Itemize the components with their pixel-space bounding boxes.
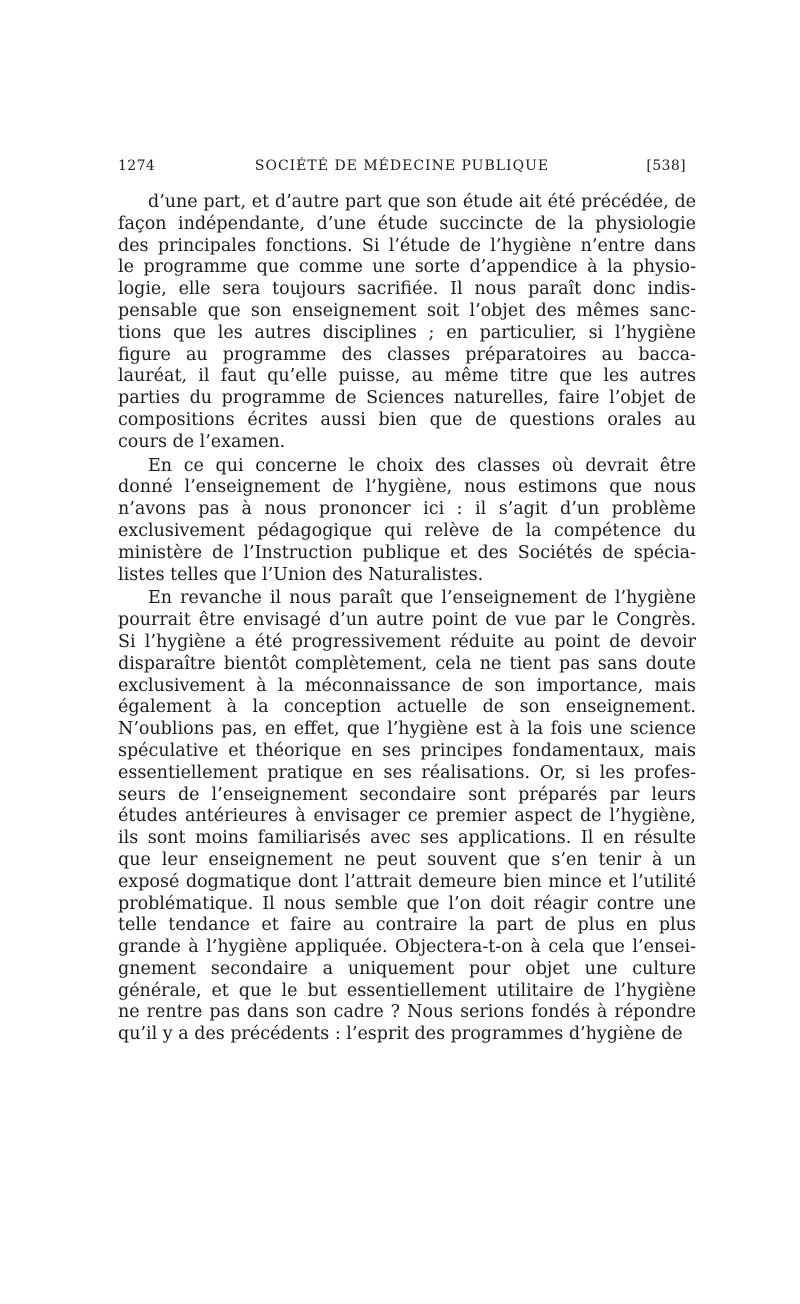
text-line: logie, elle sera toujours sacrifiée. Il nous paraît donc indis- (118, 279, 696, 300)
text-line: En ce qui concerne le choix des classes où devrait être (148, 455, 696, 476)
text-line: que leur enseignement ne peut souvent que s’en tenir à un (118, 849, 696, 870)
text-line: figure au programme des classes préparatoires au bacca- (118, 344, 696, 365)
text-line: compositions écrites aussi bien que de questions orales au (118, 409, 696, 430)
text-line: tions que les autres disciplines ; en particulier, si l’hygiène (118, 322, 696, 343)
text-line: pensable que son enseignement soit l’objet des mêmes sanc- (118, 300, 696, 321)
text-line: donné l’enseignement de l’hygiène, nous estimons que nous (118, 477, 696, 498)
text-line: telle tendance et faire au contraire la part de plus en plus (118, 915, 696, 936)
text-line: façon indépendante, d’une étude succincte de la physiologie (118, 213, 696, 234)
text-line: N’oublions pas, en effet, que l’hygiène est à la fois une science (118, 719, 696, 740)
text-line: pourrait être envisagé d’un autre point de vue par le Congrès. (118, 610, 696, 631)
paragraph (118, 588, 696, 1046)
paragraph (118, 192, 696, 454)
text-line: grande à l’hygiène appliquée. Objectera-t-on à cela que l’ensei- (118, 937, 696, 958)
text-line: parties du programme de Sciences naturelles, faire l’objet de (118, 388, 696, 409)
text-line: exposé dogmatique dont l’attrait demeure bien mince et l’utilité (118, 871, 696, 892)
text-line: ne rentre pas dans son cadre ? Nous serions fondés à répondre (118, 1002, 696, 1023)
text-line: gnement secondaire a uniquement pour objet une culture (118, 958, 696, 979)
text-line: exclusivement à la méconnaissance de son importance, mais (118, 675, 696, 696)
running-title: SOCIÉTÉ DE MÉDECINE PUBLIQUE (254, 158, 550, 174)
body-text (118, 192, 696, 1046)
text-line: ils sont moins familiarisés avec ses applications. Il en résulte (118, 828, 696, 849)
page-header (118, 158, 686, 182)
text-line: essentiellement pratique en ses réalisations. Or, si les profes- (118, 762, 696, 783)
text-line: n’avons pas à nous prononcer ici : il s’agit d’un problème (118, 499, 696, 520)
text-line: le programme que comme une sorte d’appendice à la physio- (118, 257, 696, 278)
text-line: En revanche il nous paraît que l’enseignement de l’hygiène (148, 588, 696, 609)
text-line: également à la conception actuelle de son enseignement. (118, 697, 696, 718)
text-line: exclusivement pédagogique qui relève de la compétence du (118, 520, 696, 541)
paragraph (118, 456, 696, 587)
text-line: Si l’hygiène a été progressivement réduite au point de devoir (118, 631, 696, 652)
text-line: seurs de l’enseignement secondaire sont préparés par leurs (118, 784, 696, 805)
text-line: listes telles que l’Union des Naturalistes. (118, 564, 484, 585)
text-line: études antérieures à envisager ce premier aspect de l’hygiène, (118, 806, 696, 827)
text-line: d’une part, et d’autre part que son étude ait été précédée, de (148, 192, 696, 212)
page-number: 1274 (118, 158, 156, 174)
text-line: qu’il y a des précédents : l’esprit des programmes d’hygiène de (118, 1024, 683, 1045)
text-line: problématique. Il nous semble que l’on doit réagir contre une (118, 893, 696, 914)
section-number: [538] (646, 158, 686, 174)
text-line: des principales fonctions. Si l’étude de l’hygiène n’entre dans (118, 235, 696, 256)
text-line: cours de l’examen. (118, 431, 286, 452)
text-line: disparaître bientôt complètement, cela ne tient pas sans doute (118, 653, 696, 674)
text-line: ministère de l’Instruction publique et des Sociétés de spécia- (118, 542, 696, 563)
text-line: spéculative et théorique en ses principes fondamentaux, mais (118, 740, 696, 761)
text-line: lauréat, il faut qu’elle puisse, au même titre que les autres (118, 366, 696, 387)
text-line: générale, et que le but essentiellement utilitaire de l’hygiène (118, 980, 696, 1001)
